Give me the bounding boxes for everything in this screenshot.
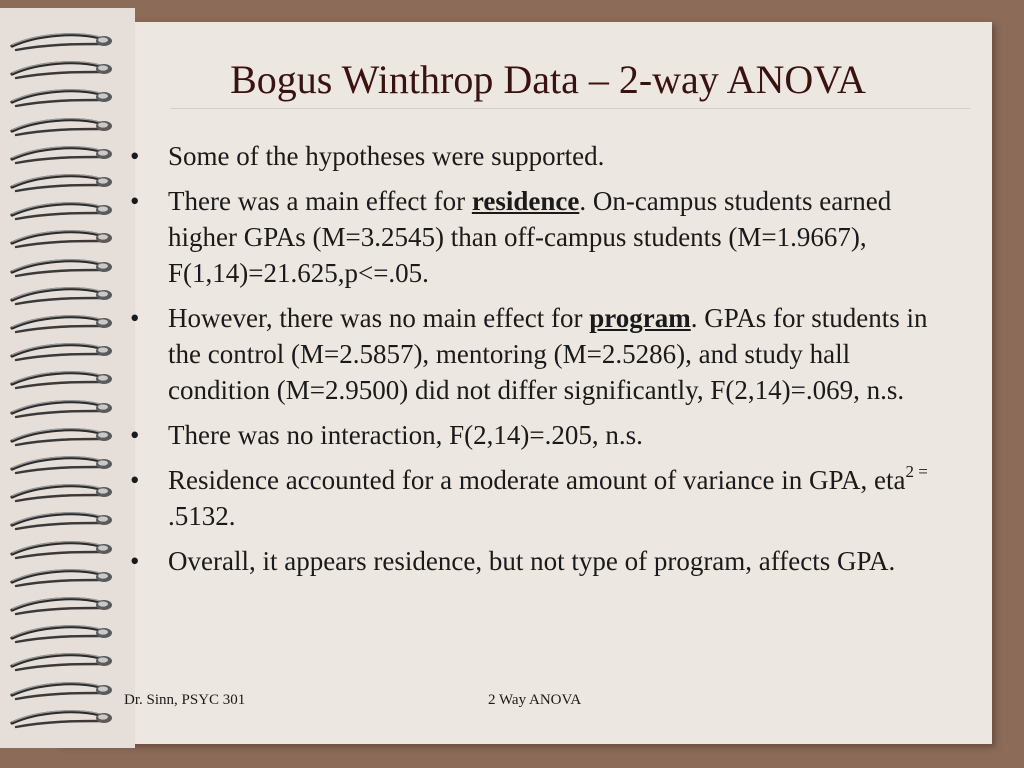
bullet-item bbox=[130, 183, 950, 291]
footer-center: 2 Way ANOVA bbox=[488, 692, 582, 708]
eta-superscript: 2 = bbox=[905, 462, 928, 481]
binder-ring-icon bbox=[8, 115, 118, 137]
bullet-text-post: . On-campus students earned higher GPAs (M=3.2545) than off-campus students (M=1.9667), F(1,14)=21.625,p<=.05. bbox=[168, 186, 892, 288]
binder-ring-icon bbox=[8, 566, 118, 588]
binder-ring-icon bbox=[8, 425, 118, 447]
binder-ring-icon bbox=[8, 622, 118, 644]
bullet-dot: • bbox=[130, 546, 140, 576]
binder-ring-icon bbox=[8, 538, 118, 560]
binder-ring-icon bbox=[8, 707, 118, 729]
emphasis-residence: residence bbox=[471, 186, 580, 216]
binder-ring-icon bbox=[8, 340, 118, 362]
bullet-dot: • bbox=[130, 186, 140, 216]
binder-ring-icon bbox=[8, 199, 118, 221]
binder-ring-icon bbox=[8, 368, 118, 390]
bullet-text: Overall, it appears residence, but not type of program, affects GPA. bbox=[168, 546, 896, 576]
bullet-list bbox=[130, 138, 950, 588]
emphasis-program: program bbox=[589, 303, 691, 333]
bullet-dot: • bbox=[130, 465, 140, 495]
footer-left: Dr. Sinn, PSYC 301 bbox=[124, 692, 246, 708]
bullet-text: There was no interaction, F(2,14)=.205, n.s. bbox=[168, 420, 643, 450]
bullet-text-post: .5132. bbox=[168, 501, 236, 531]
binder-ring-icon bbox=[8, 509, 118, 531]
binder-ring-icon bbox=[8, 171, 118, 193]
bullet-text-pre: There was a main effect for bbox=[168, 186, 472, 216]
bullet-text: Some of the hypotheses were supported. bbox=[168, 141, 605, 171]
title-divider bbox=[170, 108, 970, 109]
spiral-binding-icon bbox=[8, 30, 118, 740]
bullet-item bbox=[130, 300, 950, 408]
bullet-item bbox=[130, 138, 950, 174]
binder-ring-icon bbox=[8, 453, 118, 475]
binder-ring-icon bbox=[8, 227, 118, 249]
bullet-dot: • bbox=[130, 141, 140, 171]
binder-ring-icon bbox=[8, 312, 118, 334]
binder-ring-icon bbox=[8, 397, 118, 419]
bullet-dot: • bbox=[130, 303, 140, 333]
bullet-item bbox=[130, 543, 950, 579]
slide-title: Bogus Winthrop Data – 2-way ANOVA bbox=[230, 57, 866, 102]
bullet-dot: • bbox=[130, 420, 140, 450]
bullet-text-pre: However, there was no main effect for bbox=[168, 303, 590, 333]
bullet-item bbox=[130, 462, 950, 534]
binder-ring-icon bbox=[8, 30, 118, 52]
bullet-text-post: . GPAs for students in the control (M=2.5857), mentoring (M=2.5286), and study hall condition (M=2.9500) did not differ significantly, F(2,14)=.069, n.s. bbox=[168, 303, 928, 405]
binder-ring-icon bbox=[8, 650, 118, 672]
binder-ring-icon bbox=[8, 481, 118, 503]
bullet-text-pre: Residence accounted for a moderate amount of variance in GPA, eta bbox=[168, 465, 906, 495]
bullet-item bbox=[130, 417, 950, 453]
binder-ring-icon bbox=[8, 256, 118, 278]
binder-ring-icon bbox=[8, 679, 118, 701]
binder-ring-icon bbox=[8, 284, 118, 306]
binder-ring-icon bbox=[8, 143, 118, 165]
binder-ring-icon bbox=[8, 594, 118, 616]
